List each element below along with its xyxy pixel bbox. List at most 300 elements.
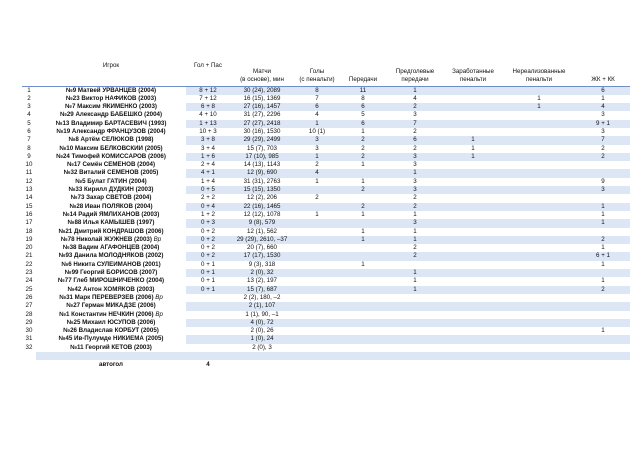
- cards-cell: 1: [601, 327, 605, 335]
- penalties-won-cell: [444, 236, 502, 244]
- penalties-missed-cell: [502, 294, 576, 302]
- goals-cell: [294, 186, 340, 194]
- pre-goal-cell: 2: [413, 194, 417, 202]
- goalkeeper-mark: Вр: [151, 235, 162, 243]
- cards-cell: 9 + 1: [576, 120, 630, 128]
- penalties-won-cell: [444, 277, 502, 285]
- player-name: [36, 211, 186, 219]
- pre-goal-cell: [386, 311, 444, 319]
- player-name-text: №26 Владислав КОРБУТ (2005): [63, 327, 159, 335]
- pre-goal-cell: 3: [386, 186, 444, 194]
- goal-pass-cell: 0 + 1: [201, 260, 215, 268]
- goals-cell: 3: [294, 136, 340, 144]
- penalties-missed-cell: 1: [537, 94, 541, 102]
- player-name: [36, 169, 186, 177]
- cards-cell: [576, 294, 630, 302]
- penalties-won-cell: [444, 228, 502, 236]
- penalties-missed-cell: [502, 161, 576, 169]
- pre-goal-cell: 2: [386, 103, 444, 111]
- table-body: [22, 86, 630, 370]
- matches-cell: 12 (12), 1078: [243, 210, 281, 218]
- goal-pass-cell: [186, 302, 230, 310]
- matches-cell: 15 (7), 703: [247, 144, 277, 152]
- cards-cell: [576, 319, 630, 327]
- cards-cell: 7: [576, 136, 630, 144]
- penalties-missed-cell: [502, 194, 576, 202]
- table-row: [22, 211, 630, 219]
- player-name: [36, 311, 186, 319]
- header-cards: ЖК + КК: [591, 75, 615, 83]
- matches-cell: 16 (15), 1369: [243, 94, 281, 102]
- cards-cell: [576, 344, 630, 352]
- matches-cell: 1 (0), 24: [230, 335, 294, 343]
- table-row: [22, 335, 630, 343]
- matches-cell: 2 (1), 107: [230, 302, 294, 310]
- row-number: 32: [25, 343, 33, 351]
- passes-cell: [340, 169, 386, 177]
- table-row: [22, 153, 630, 161]
- pre-goal-cell: [386, 294, 444, 302]
- player-name-text: №28 Иван ПОЛЯКОВ (2004): [69, 202, 153, 210]
- cards-cell: 3: [601, 111, 605, 119]
- pre-goal-cell: 7: [386, 120, 444, 128]
- row-number: 18: [25, 227, 33, 235]
- goals-cell: [294, 261, 340, 269]
- matches-cell: 29 (29), 2499: [230, 136, 294, 144]
- pre-goal-cell: [386, 302, 444, 310]
- player-name-text: №73 Захар СВЕТОВ (2004): [70, 194, 152, 202]
- row-number: 6: [27, 127, 31, 135]
- matches-cell: 2 (0), 32: [230, 269, 294, 277]
- goals-cell: 2: [315, 194, 319, 202]
- passes-cell: [340, 277, 386, 285]
- player-name: [36, 335, 186, 343]
- penalties-won-cell: [444, 244, 502, 252]
- matches-cell: 12 (9), 690: [230, 169, 294, 177]
- goals-cell: 1: [294, 120, 340, 128]
- penalties-won-cell: [444, 294, 502, 302]
- player-name: [36, 228, 186, 236]
- row-number: 1: [27, 86, 31, 94]
- goal-pass-cell: 0 + 2: [186, 236, 230, 244]
- penalties-won-cell: [444, 211, 502, 219]
- row-number: 20: [25, 244, 33, 252]
- goal-pass-cell: 1 + 6: [186, 153, 230, 161]
- pre-goal-cell: 1: [386, 236, 444, 244]
- header-passes: Передачи: [348, 75, 378, 83]
- cards-cell: 1: [601, 94, 605, 102]
- penalties-missed-cell: [502, 219, 576, 227]
- matches-cell: 9 (3), 318: [248, 260, 276, 268]
- own-goal-empty-cell: [444, 360, 502, 370]
- penalties-won-cell: [444, 344, 502, 352]
- penalties-won-cell: [444, 219, 502, 227]
- pre-goal-cell: 1: [413, 210, 417, 218]
- goals-cell: 10 (1): [308, 127, 326, 135]
- player-name: [36, 95, 186, 103]
- goal-pass-cell: 1 + 13: [186, 120, 230, 128]
- pre-goal-cell: 4: [413, 94, 417, 102]
- penalties-missed-cell: [502, 302, 576, 310]
- table-row: [22, 228, 630, 236]
- row-number: 2: [27, 94, 31, 102]
- goal-pass-cell: 6 + 8: [186, 103, 230, 111]
- table-row: [22, 261, 630, 269]
- penalties-missed-cell: [502, 120, 576, 128]
- passes-cell: 1: [361, 227, 365, 235]
- passes-cell: [340, 335, 386, 343]
- cards-cell: [576, 194, 630, 202]
- penalties-missed-cell: [502, 228, 576, 236]
- spacer-cell: [576, 352, 630, 360]
- matches-cell: 30 (16), 1530: [243, 127, 281, 135]
- player-name-text: №23 Виктор НАФИКОВ (2003): [65, 94, 157, 102]
- goal-pass-cell: 3 + 8: [186, 136, 230, 144]
- own-goal-rownum: [22, 360, 36, 370]
- penalties-missed-cell: [502, 252, 576, 260]
- goal-pass-cell: 0 + 3: [186, 219, 230, 227]
- player-name-text: №45 Ив-Пулумде НИКИЕМА (2005): [58, 335, 164, 343]
- table-row: [22, 294, 630, 302]
- spacer-cell: [230, 352, 294, 360]
- matches-cell: 22 (16), 1465: [230, 203, 294, 211]
- row-number: 23: [25, 269, 33, 277]
- pre-goal-cell: [386, 327, 444, 335]
- player-name: [36, 244, 186, 252]
- goalkeeper-mark: Вр: [153, 293, 163, 301]
- penalties-missed-cell: [502, 236, 576, 244]
- matches-cell: 2 (0), 26: [250, 327, 274, 335]
- pre-goal-cell: [386, 261, 444, 269]
- spacer-row: [22, 352, 630, 360]
- row-number: 27: [25, 302, 33, 310]
- row-number: 11: [25, 169, 33, 177]
- penalties-missed-cell: [502, 244, 576, 252]
- cards-cell: 2: [576, 153, 630, 161]
- matches-cell: 20 (7), 660: [247, 244, 277, 252]
- row-number: 21: [25, 252, 33, 260]
- player-name: [36, 194, 186, 202]
- goal-pass-cell: 0 + 2: [186, 252, 230, 260]
- own-goal-empty-cell: [576, 360, 630, 370]
- player-name-text: №8 Артём СЕЛЮКОВ (1998): [68, 136, 154, 144]
- table-row: [22, 161, 630, 169]
- own-goal-empty-cell: [340, 360, 386, 370]
- goal-pass-cell: 0 + 1: [186, 269, 230, 277]
- goal-pass-cell: 0 + 1: [201, 277, 215, 285]
- goals-cell: [294, 203, 340, 211]
- player-name-text: №1 Константин НЕЧКИН (2006): [59, 310, 154, 318]
- player-name: [36, 161, 186, 169]
- goal-pass-cell: 0 + 1: [186, 286, 230, 294]
- pre-goal-cell: 1: [413, 277, 417, 285]
- header-pre-goal: Предголевые передачи: [395, 67, 435, 83]
- goals-cell: [294, 252, 340, 260]
- spacer-cell: [386, 352, 444, 360]
- player-name: [36, 219, 186, 227]
- table-row: [22, 86, 630, 95]
- table-row: [22, 186, 630, 194]
- pre-goal-cell: 3: [386, 219, 444, 227]
- passes-cell: 8: [361, 94, 365, 102]
- row-number: 8: [27, 144, 31, 152]
- spacer-cell: [36, 352, 186, 360]
- spacer-cell: [340, 352, 386, 360]
- cards-cell: [576, 161, 630, 169]
- player-name-text: №93 Данила МОЛОДНЯКОВ (2002): [58, 252, 164, 260]
- penalties-missed-cell: [502, 111, 576, 119]
- goals-cell: [294, 319, 340, 327]
- pre-goal-cell: 3: [413, 111, 417, 119]
- penalties-missed-cell: [502, 269, 576, 277]
- header-goal-pass: Гол + Пас: [194, 62, 222, 69]
- penalties-won-cell: [444, 269, 502, 277]
- goals-cell: [294, 286, 340, 294]
- table-row: [22, 311, 630, 319]
- goal-pass-cell: 4 + 10: [199, 111, 217, 119]
- row-number: 22: [25, 260, 33, 268]
- penalties-missed-cell: [502, 203, 576, 211]
- table-row: [22, 302, 630, 310]
- matches-cell: 13 (2), 197: [247, 277, 277, 285]
- player-name: [36, 294, 186, 302]
- goals-cell: 4: [294, 169, 340, 177]
- goalkeeper-mark: Вр: [153, 310, 163, 318]
- pre-goal-cell: 6: [386, 136, 444, 144]
- passes-cell: 1: [361, 161, 365, 169]
- row-number: 9: [27, 152, 31, 160]
- pre-goal-cell: 2: [413, 127, 417, 135]
- pre-goal-cell: 1: [386, 86, 444, 95]
- player-name-text: №21 Дмитрий КОНДРАШОВ (2006): [58, 227, 164, 235]
- pre-goal-cell: 3: [413, 177, 417, 185]
- passes-cell: [340, 319, 386, 327]
- penalties-won-cell: [444, 178, 502, 186]
- goal-pass-cell: 0 + 5: [186, 186, 230, 194]
- row-number: 4: [27, 111, 31, 119]
- goals-cell: 3: [315, 144, 319, 152]
- penalties-missed-cell: [502, 335, 576, 343]
- goal-pass-cell: [186, 311, 230, 319]
- player-name-text: №42 Антон ХОМЯКОВ (2003): [67, 285, 155, 293]
- stats-sheet: [22, 58, 630, 370]
- penalties-missed-cell: [502, 169, 576, 177]
- player-name: [36, 120, 186, 128]
- header-row: [22, 58, 630, 86]
- matches-cell: 14 (13), 1143: [243, 161, 281, 169]
- goal-pass-cell: [186, 319, 230, 327]
- player-name: [36, 236, 186, 244]
- passes-cell: [340, 327, 386, 335]
- goal-pass-cell: 4 + 1: [186, 169, 230, 177]
- pre-goal-cell: 2: [386, 203, 444, 211]
- penalties-missed-cell: [502, 178, 576, 186]
- cards-cell: 6: [576, 86, 630, 95]
- table-row: [22, 203, 630, 211]
- player-name-text: №88 Илья КАМЫШЕВ (1997): [67, 219, 155, 227]
- player-name-text: №9 Матвей УРВАНЦЕВ (2004): [65, 86, 157, 94]
- player-name-text: №11 Георгий КЕТОВ (2003): [70, 343, 152, 351]
- cards-cell: 1: [601, 260, 605, 268]
- row-number: 24: [25, 277, 33, 285]
- penalties-missed-cell: [502, 136, 576, 144]
- cards-cell: [576, 302, 630, 310]
- table-row: [22, 327, 630, 335]
- cards-cell: 1: [576, 203, 630, 211]
- goals-cell: 6: [294, 103, 340, 111]
- cards-cell: 3: [601, 127, 605, 135]
- cards-cell: 4: [576, 103, 630, 111]
- cards-cell: 1: [601, 244, 605, 252]
- penalties-won-cell: [444, 311, 502, 319]
- player-name: [36, 86, 186, 95]
- matches-cell: 29 (29), 2610, –37: [230, 236, 294, 244]
- pre-goal-cell: 2: [386, 252, 444, 260]
- goals-cell: [294, 269, 340, 277]
- pre-goal-cell: [386, 335, 444, 343]
- penalties-won-cell: [444, 327, 502, 335]
- player-name-text: №29 Александр БАБЕШКО (2004): [59, 111, 163, 119]
- player-name: [36, 111, 186, 119]
- goals-cell: [294, 228, 340, 236]
- row-number: 17: [25, 219, 33, 227]
- penalties-won-cell: [444, 86, 502, 95]
- pre-goal-cell: 1: [413, 227, 417, 235]
- cards-cell: 1: [601, 210, 605, 218]
- penalties-missed-cell: [502, 327, 576, 335]
- passes-cell: 5: [361, 111, 365, 119]
- table-row: [22, 103, 630, 111]
- matches-cell: 17 (17), 1530: [230, 252, 294, 260]
- row-number: 19: [25, 235, 33, 243]
- passes-cell: [340, 286, 386, 294]
- penalties-missed-cell: [502, 344, 576, 352]
- penalties-won-cell: [444, 286, 502, 294]
- header-matches: Матчи (в основе), мин: [240, 67, 284, 83]
- player-name-text: №31 Марк ПЕРЕВЕРЗЕВ (2006): [59, 293, 154, 301]
- player-name: [36, 302, 186, 310]
- table-row: [22, 319, 630, 327]
- goals-cell: 1: [294, 153, 340, 161]
- matches-cell: 17 (10), 985: [230, 153, 294, 161]
- penalties-won-cell: [444, 95, 502, 103]
- row-number: 3: [27, 103, 31, 111]
- player-name-text: №17 Семён СЕМЁНОВ (2004): [66, 161, 156, 169]
- row-number: 30: [25, 327, 33, 335]
- own-goal-row: [22, 360, 630, 370]
- own-goal-empty-cell: [386, 360, 444, 370]
- cards-cell: [576, 311, 630, 319]
- player-name: [36, 269, 186, 277]
- player-name: [36, 319, 186, 327]
- matches-cell: 27 (16), 1457: [230, 103, 294, 111]
- player-name-text: №33 Кирилл ДУДКИН (2003): [68, 186, 154, 194]
- table-row: [22, 145, 630, 153]
- table-row: [22, 128, 630, 136]
- penalties-won-cell: [444, 302, 502, 310]
- penalties-won-cell: [444, 194, 502, 202]
- cards-cell: 6 + 1: [576, 252, 630, 260]
- header-rownum: [22, 58, 36, 86]
- passes-cell: [340, 219, 386, 227]
- goal-pass-cell: 2 + 4: [201, 161, 215, 169]
- pre-goal-cell: [386, 319, 444, 327]
- goals-cell: [294, 294, 340, 302]
- goal-pass-cell: 0 + 4: [186, 203, 230, 211]
- goals-cell: 4: [315, 111, 319, 119]
- goal-pass-cell: 1 + 4: [201, 177, 215, 185]
- goals-cell: [294, 302, 340, 310]
- player-name-text: №6 Никита СУЛЕЙМАНОВ (2001): [61, 260, 161, 268]
- table-row: [22, 178, 630, 186]
- player-name-text: №10 Максим БЕЛКОВСКИЙ (2005): [59, 144, 163, 152]
- cards-cell: 1: [576, 219, 630, 227]
- pre-goal-cell: [386, 344, 444, 352]
- own-goal-empty-cell: [230, 360, 294, 370]
- goal-pass-cell: [186, 344, 230, 352]
- row-number: 28: [25, 310, 33, 318]
- penalties-missed-cell: [502, 286, 576, 294]
- pre-goal-cell: 1: [386, 286, 444, 294]
- passes-cell: [340, 344, 386, 352]
- cards-cell: 3: [576, 186, 630, 194]
- header-penalties-missed: Нереализованные пенальти: [512, 67, 566, 83]
- table-row: [22, 244, 630, 252]
- matches-cell: 15 (7), 687: [230, 286, 294, 294]
- table-row: [22, 344, 630, 352]
- player-name: [36, 153, 186, 161]
- matches-cell: 30 (24), 2089: [230, 86, 294, 95]
- row-number: 7: [27, 136, 31, 144]
- cards-cell: 2: [601, 144, 605, 152]
- row-number: 26: [25, 293, 33, 301]
- table-row: [22, 169, 630, 177]
- pre-goal-cell: 1: [386, 169, 444, 177]
- passes-cell: 1: [340, 236, 386, 244]
- table-row: [22, 252, 630, 260]
- row-number: 5: [27, 119, 31, 127]
- player-name-text: №78 Николай ЖУЖНЕВ (2003): [60, 235, 152, 243]
- player-name: [36, 203, 186, 211]
- cards-cell: 1: [601, 277, 605, 285]
- player-name: [36, 178, 186, 186]
- passes-cell: 2: [340, 186, 386, 194]
- header-goals: Голы (с пенальти): [299, 67, 335, 83]
- matches-cell: 12 (1), 562: [247, 227, 277, 235]
- goals-cell: [294, 311, 340, 319]
- passes-cell: [340, 294, 386, 302]
- goals-cell: [294, 335, 340, 343]
- player-name: [36, 103, 186, 111]
- table-row: [22, 269, 630, 277]
- goal-pass-cell: 10 + 3: [199, 127, 217, 135]
- player-name-text: №14 Радий ЯМЛИХАНОВ (2003): [62, 210, 160, 218]
- passes-cell: [340, 302, 386, 310]
- table-row: [22, 194, 630, 202]
- penalties-won-cell: [444, 186, 502, 194]
- passes-cell: 2: [340, 203, 386, 211]
- goals-cell: [294, 244, 340, 252]
- penalties-missed-cell: 1: [502, 103, 576, 111]
- own-goal-empty-cell: [294, 360, 340, 370]
- player-name-text: №19 Александр ФРАНЦУЗОВ (2004): [56, 127, 166, 135]
- matches-cell: 31 (31), 2763: [243, 177, 281, 185]
- goals-cell: 2: [315, 161, 319, 169]
- goal-pass-cell: 0 + 2: [201, 227, 215, 235]
- player-name-text: №32 Виталий СЕМЁНОВ (2005): [63, 169, 159, 177]
- player-name-text: №7 Максим ЯКИМЕНКО (2003): [65, 103, 157, 111]
- penalties-won-cell: [444, 111, 502, 119]
